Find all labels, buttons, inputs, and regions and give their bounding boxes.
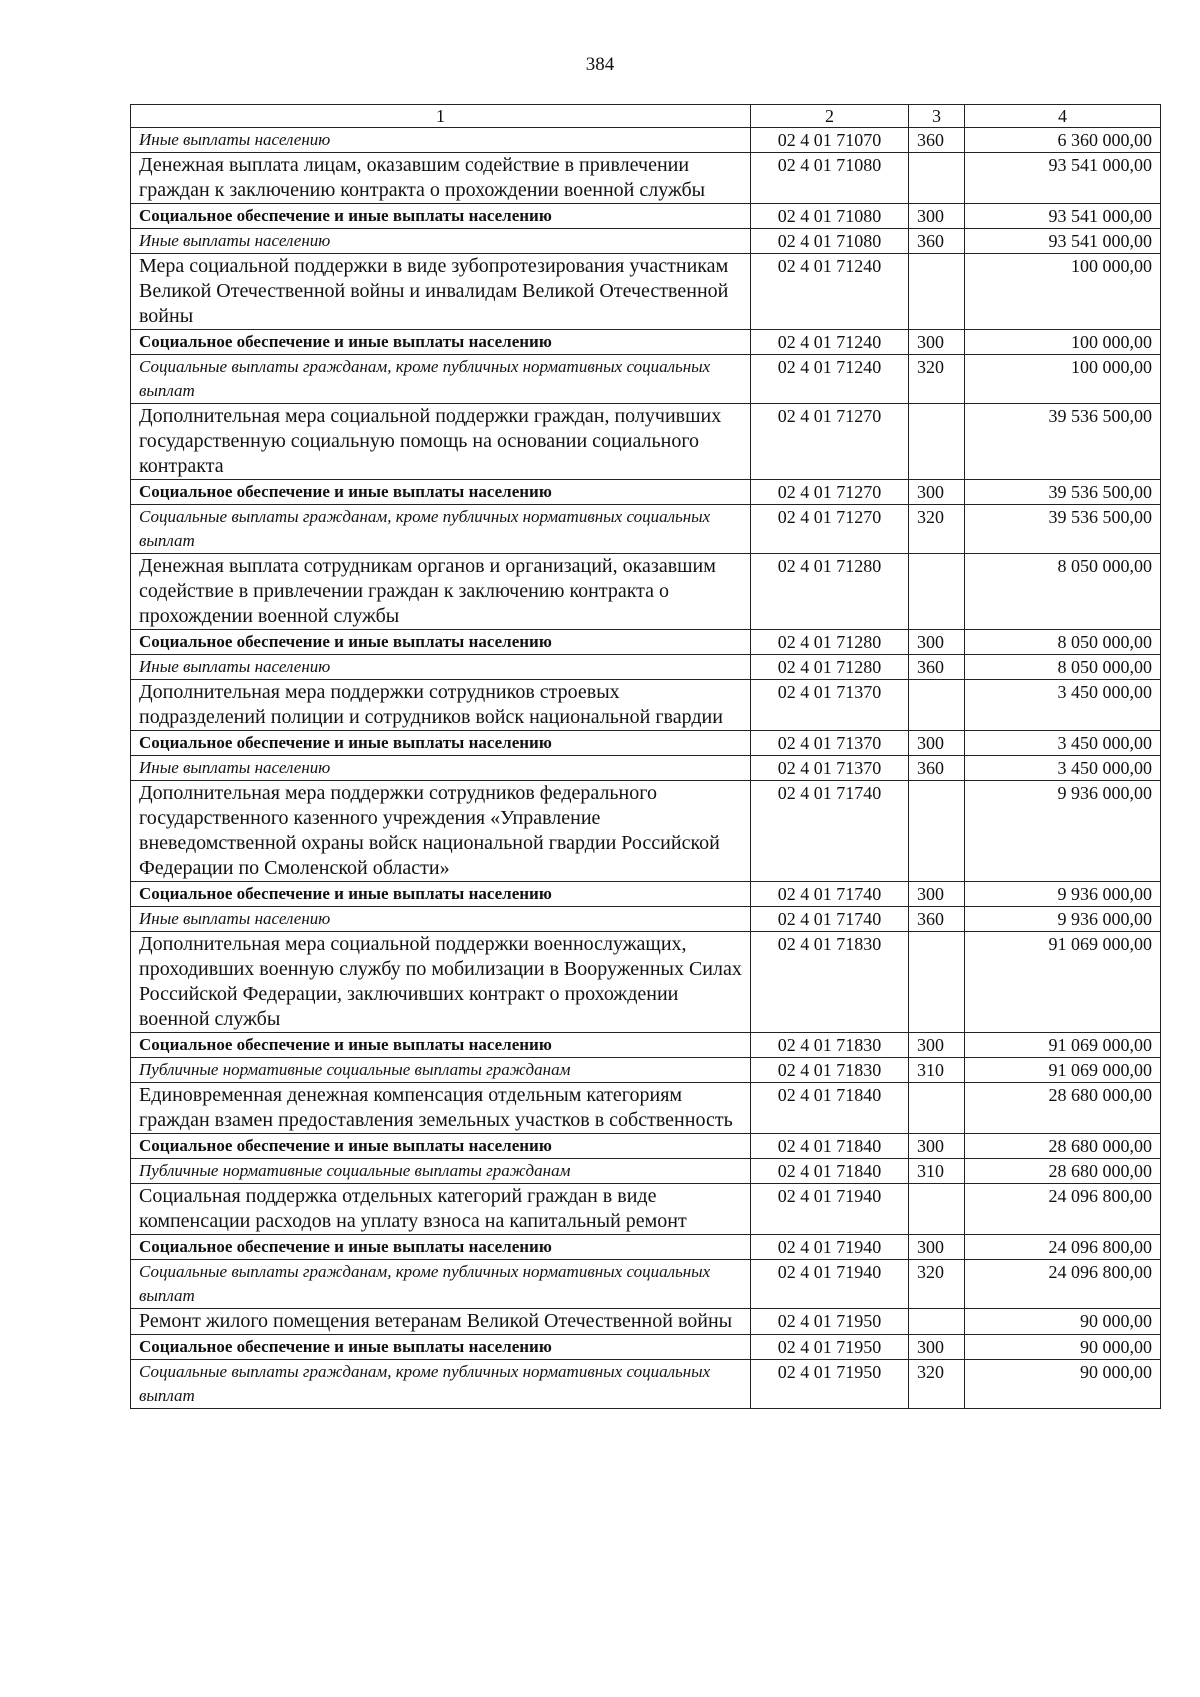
row-name-cell: Дополнительная мера социальной поддержки граждан, получивших государственную социальную помощь на основании социального контракта [131, 404, 751, 480]
table-row [131, 1058, 1161, 1083]
row-amount-cell: 28 680 000,00 [965, 1159, 1161, 1184]
row-code-cell: 02 4 01 71270 [751, 480, 909, 505]
budget-table [130, 104, 1161, 1409]
table-row [131, 128, 1161, 153]
row-type-cell: 300 [909, 731, 965, 756]
row-name-cell: Социальное обеспечение и иные выплаты населению [131, 1033, 751, 1058]
table-row [131, 781, 1161, 882]
row-type-cell [909, 254, 965, 330]
row-code-cell: 02 4 01 71370 [751, 756, 909, 781]
table-row [131, 731, 1161, 756]
row-amount-cell: 93 541 000,00 [965, 204, 1161, 229]
row-amount-cell: 24 096 800,00 [965, 1184, 1161, 1235]
row-code-cell: 02 4 01 71840 [751, 1083, 909, 1134]
row-type-cell [909, 153, 965, 204]
row-amount-cell: 24 096 800,00 [965, 1260, 1161, 1309]
row-type-cell [909, 554, 965, 630]
row-amount-cell: 8 050 000,00 [965, 630, 1161, 655]
row-type-cell: 360 [909, 907, 965, 932]
row-name-cell: Социальные выплаты гражданам, кроме публичных нормативных социальных выплат [131, 1260, 751, 1309]
table-row [131, 756, 1161, 781]
row-code-cell: 02 4 01 71280 [751, 554, 909, 630]
table-row [131, 480, 1161, 505]
row-amount-cell: 93 541 000,00 [965, 153, 1161, 204]
row-type-cell: 320 [909, 355, 965, 404]
row-code-cell: 02 4 01 71830 [751, 1058, 909, 1083]
row-code-cell: 02 4 01 71370 [751, 731, 909, 756]
row-name-cell: Публичные нормативные социальные выплаты гражданам [131, 1159, 751, 1184]
row-type-cell [909, 781, 965, 882]
table-row [131, 655, 1161, 680]
row-code-cell: 02 4 01 71740 [751, 781, 909, 882]
row-name-cell: Мера социальной поддержки в виде зубопротезирования участникам Великой Отечественной войны и инвалидам Великой Отечественной войны [131, 254, 751, 330]
column-header-type: 3 [909, 105, 965, 128]
row-type-cell [909, 404, 965, 480]
row-amount-cell: 24 096 800,00 [965, 1235, 1161, 1260]
row-type-cell: 360 [909, 128, 965, 153]
row-name-cell: Социальная поддержка отдельных категорий граждан в виде компенсации расходов на уплату взноса на капитальный ремонт [131, 1184, 751, 1235]
row-amount-cell: 90 000,00 [965, 1309, 1161, 1335]
row-type-cell [909, 1184, 965, 1235]
column-header-code: 2 [751, 105, 909, 128]
row-amount-cell: 90 000,00 [965, 1360, 1161, 1409]
table-row [131, 1159, 1161, 1184]
row-code-cell: 02 4 01 71950 [751, 1335, 909, 1360]
table-row [131, 330, 1161, 355]
row-amount-cell: 3 450 000,00 [965, 731, 1161, 756]
row-amount-cell: 3 450 000,00 [965, 756, 1161, 781]
row-amount-cell: 100 000,00 [965, 254, 1161, 330]
table-row [131, 1309, 1161, 1335]
row-code-cell: 02 4 01 71080 [751, 229, 909, 254]
row-amount-cell: 91 069 000,00 [965, 932, 1161, 1033]
table-row [131, 1235, 1161, 1260]
row-type-cell [909, 1083, 965, 1134]
row-type-cell: 300 [909, 204, 965, 229]
row-name-cell: Социальное обеспечение и иные выплаты населению [131, 480, 751, 505]
table-row [131, 1033, 1161, 1058]
row-amount-cell: 93 541 000,00 [965, 229, 1161, 254]
row-type-cell: 320 [909, 1360, 965, 1409]
row-amount-cell: 3 450 000,00 [965, 680, 1161, 731]
row-type-cell: 300 [909, 1235, 965, 1260]
row-name-cell: Иные выплаты населению [131, 756, 751, 781]
table-row [131, 932, 1161, 1033]
table-row [131, 630, 1161, 655]
row-code-cell: 02 4 01 71840 [751, 1134, 909, 1159]
table-row [131, 907, 1161, 932]
row-amount-cell: 8 050 000,00 [965, 554, 1161, 630]
row-amount-cell: 6 360 000,00 [965, 128, 1161, 153]
row-name-cell: Единовременная денежная компенсация отдельным категориям граждан взамен предоставления земельных участков в собственность [131, 1083, 751, 1134]
row-type-cell [909, 932, 965, 1033]
row-type-cell: 360 [909, 655, 965, 680]
row-name-cell: Ремонт жилого помещения ветеранам Великой Отечественной войны [131, 1309, 751, 1335]
row-name-cell: Иные выплаты населению [131, 655, 751, 680]
row-name-cell: Дополнительная мера поддержки сотрудников федерального государственного казенного учреждения «Управление вневедомственной охраны войск национальной гвардии Российской Федерации по Смоленской области» [131, 781, 751, 882]
row-code-cell: 02 4 01 71240 [751, 254, 909, 330]
table-row [131, 1083, 1161, 1134]
row-code-cell: 02 4 01 71830 [751, 1033, 909, 1058]
table-row [131, 505, 1161, 554]
table-row [131, 680, 1161, 731]
row-code-cell: 02 4 01 71940 [751, 1260, 909, 1309]
row-type-cell: 310 [909, 1159, 965, 1184]
row-amount-cell: 9 936 000,00 [965, 882, 1161, 907]
row-code-cell: 02 4 01 71270 [751, 505, 909, 554]
row-amount-cell: 39 536 500,00 [965, 404, 1161, 480]
row-amount-cell: 90 000,00 [965, 1335, 1161, 1360]
row-name-cell: Денежная выплата лицам, оказавшим содействие в привлечении граждан к заключению контракта о прохождении военной службы [131, 153, 751, 204]
row-type-cell: 300 [909, 1335, 965, 1360]
table-row [131, 882, 1161, 907]
row-type-cell: 300 [909, 480, 965, 505]
row-type-cell: 300 [909, 1134, 965, 1159]
row-name-cell: Социальное обеспечение и иные выплаты населению [131, 204, 751, 229]
table-row [131, 554, 1161, 630]
row-name-cell: Социальное обеспечение и иные выплаты населению [131, 1134, 751, 1159]
row-code-cell: 02 4 01 71830 [751, 932, 909, 1033]
table-row [131, 355, 1161, 404]
row-amount-cell: 8 050 000,00 [965, 655, 1161, 680]
row-type-cell: 310 [909, 1058, 965, 1083]
row-type-cell: 320 [909, 505, 965, 554]
row-name-cell: Социальные выплаты гражданам, кроме публичных нормативных социальных выплат [131, 355, 751, 404]
row-code-cell: 02 4 01 71840 [751, 1159, 909, 1184]
row-amount-cell: 9 936 000,00 [965, 907, 1161, 932]
row-amount-cell: 100 000,00 [965, 355, 1161, 404]
table-row [131, 254, 1161, 330]
page-number: 384 [585, 54, 615, 75]
row-type-cell: 360 [909, 756, 965, 781]
row-code-cell: 02 4 01 71280 [751, 655, 909, 680]
row-code-cell: 02 4 01 71940 [751, 1235, 909, 1260]
row-type-cell [909, 680, 965, 731]
row-type-cell: 300 [909, 882, 965, 907]
row-name-cell: Дополнительная мера социальной поддержки военнослужащих, проходивших военную службу по мобилизации в Вооруженных Силах Российской Федерации, заключивших контракт о прохождении военной службы [131, 932, 751, 1033]
row-amount-cell: 28 680 000,00 [965, 1083, 1161, 1134]
table-row [131, 1260, 1161, 1309]
row-type-cell: 300 [909, 1033, 965, 1058]
column-header-name: 1 [131, 105, 751, 128]
row-type-cell: 360 [909, 229, 965, 254]
table-row [131, 1134, 1161, 1159]
row-name-cell: Денежная выплата сотрудникам органов и организаций, оказавшим содействие в привлечении граждан к заключению контракта о прохождении военной службы [131, 554, 751, 630]
row-amount-cell: 9 936 000,00 [965, 781, 1161, 882]
row-amount-cell: 39 536 500,00 [965, 505, 1161, 554]
row-amount-cell: 28 680 000,00 [965, 1134, 1161, 1159]
row-name-cell: Социальное обеспечение и иные выплаты населению [131, 731, 751, 756]
row-code-cell: 02 4 01 71370 [751, 680, 909, 731]
row-code-cell: 02 4 01 71080 [751, 204, 909, 229]
table-row [131, 1360, 1161, 1409]
row-type-cell: 300 [909, 330, 965, 355]
row-name-cell: Социальные выплаты гражданам, кроме публичных нормативных социальных выплат [131, 1360, 751, 1409]
row-type-cell [909, 1309, 965, 1335]
row-name-cell: Социальное обеспечение и иные выплаты населению [131, 1235, 751, 1260]
table-row [131, 229, 1161, 254]
row-name-cell: Публичные нормативные социальные выплаты гражданам [131, 1058, 751, 1083]
row-amount-cell: 100 000,00 [965, 330, 1161, 355]
row-name-cell: Социальное обеспечение и иные выплаты населению [131, 630, 751, 655]
row-name-cell: Иные выплаты населению [131, 907, 751, 932]
row-name-cell: Иные выплаты населению [131, 128, 751, 153]
row-code-cell: 02 4 01 71080 [751, 153, 909, 204]
row-code-cell: 02 4 01 71950 [751, 1360, 909, 1409]
row-name-cell: Социальное обеспечение и иные выплаты населению [131, 1335, 751, 1360]
row-amount-cell: 39 536 500,00 [965, 480, 1161, 505]
row-code-cell: 02 4 01 71240 [751, 330, 909, 355]
row-code-cell: 02 4 01 71280 [751, 630, 909, 655]
row-code-cell: 02 4 01 71240 [751, 355, 909, 404]
row-code-cell: 02 4 01 71950 [751, 1309, 909, 1335]
column-header-amount: 4 [965, 105, 1161, 128]
table-header-row [131, 105, 1161, 128]
row-amount-cell: 91 069 000,00 [965, 1058, 1161, 1083]
table-row [131, 204, 1161, 229]
row-name-cell: Дополнительная мера поддержки сотрудников строевых подразделений полиции и сотрудников войск национальной гвардии [131, 680, 751, 731]
row-code-cell: 02 4 01 71070 [751, 128, 909, 153]
row-code-cell: 02 4 01 71740 [751, 882, 909, 907]
table-row [131, 1335, 1161, 1360]
row-name-cell: Социальное обеспечение и иные выплаты населению [131, 882, 751, 907]
table-row [131, 404, 1161, 480]
row-type-cell: 320 [909, 1260, 965, 1309]
row-name-cell: Иные выплаты населению [131, 229, 751, 254]
row-code-cell: 02 4 01 71740 [751, 907, 909, 932]
row-name-cell: Социальные выплаты гражданам, кроме публичных нормативных социальных выплат [131, 505, 751, 554]
row-amount-cell: 91 069 000,00 [965, 1033, 1161, 1058]
table-row [131, 1184, 1161, 1235]
row-code-cell: 02 4 01 71270 [751, 404, 909, 480]
row-code-cell: 02 4 01 71940 [751, 1184, 909, 1235]
table-row [131, 153, 1161, 204]
row-name-cell: Социальное обеспечение и иные выплаты населению [131, 330, 751, 355]
row-type-cell: 300 [909, 630, 965, 655]
